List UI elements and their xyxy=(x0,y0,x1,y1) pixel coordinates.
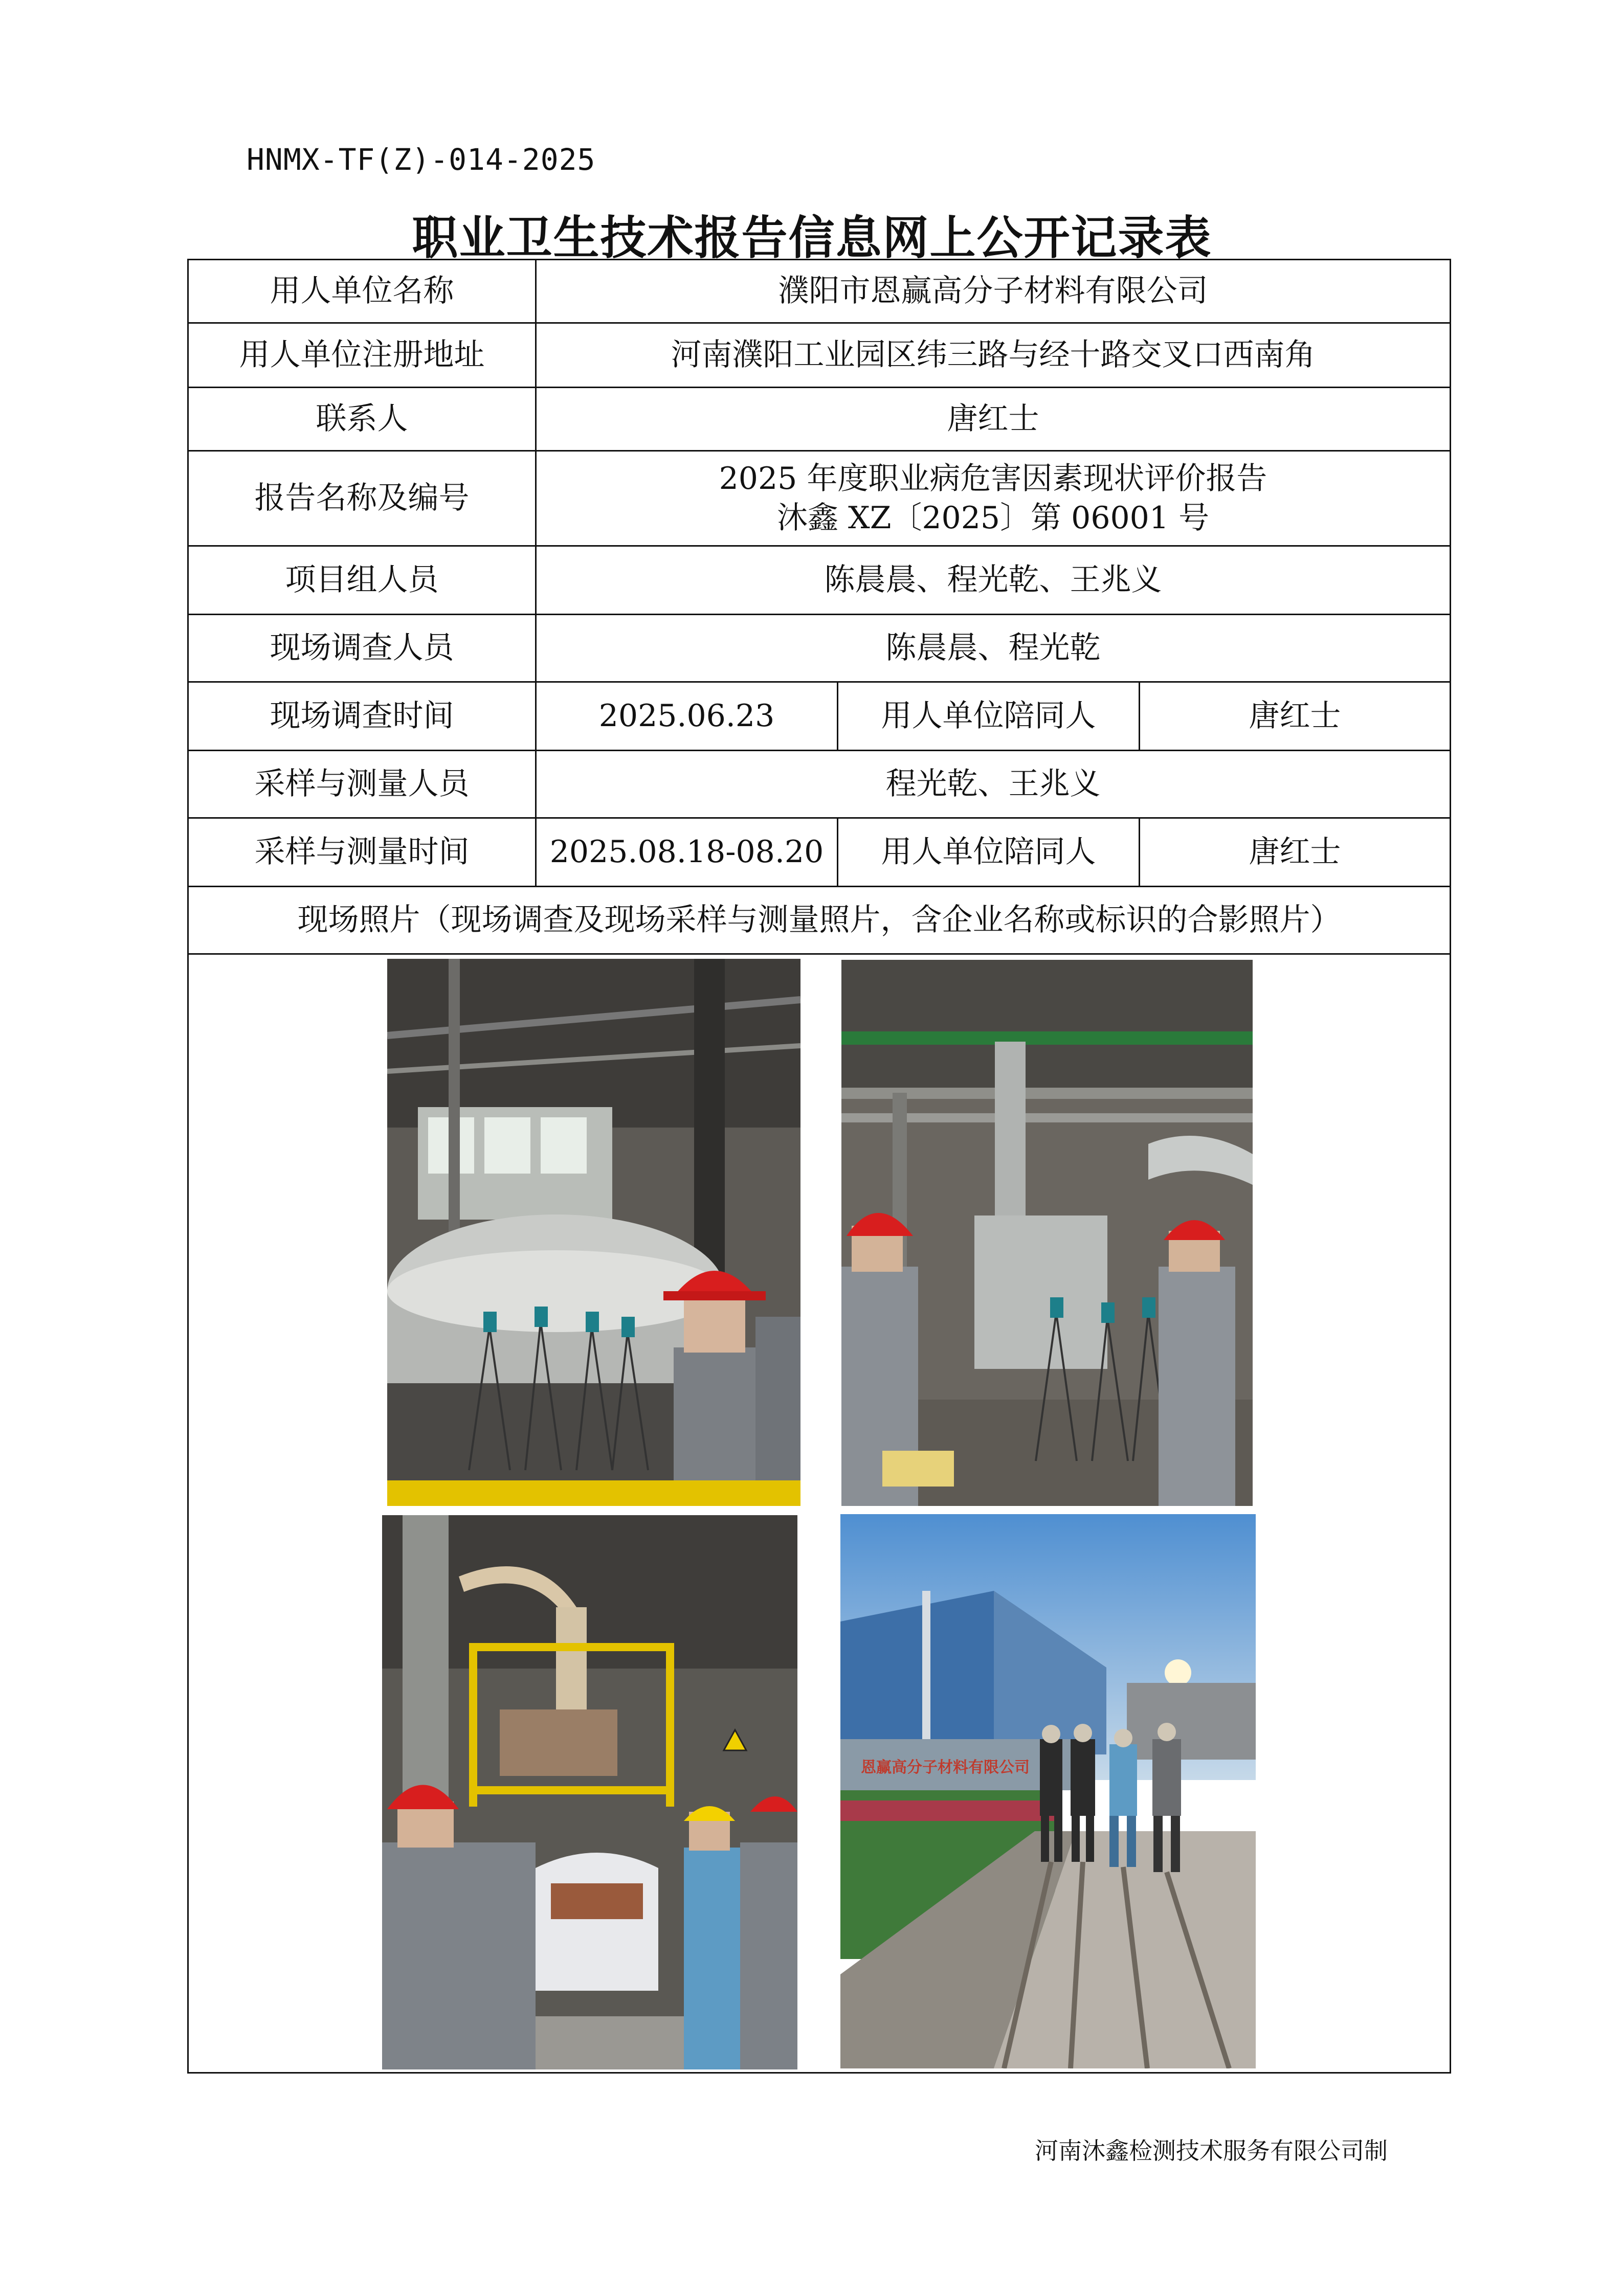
company-gate-group-photo xyxy=(840,1514,1256,2068)
team-value: 陈晨晨、程光乾、王兆义 xyxy=(536,546,1451,615)
survey-companion-value: 唐红士 xyxy=(1140,682,1451,751)
report-name: 2025 年度职业病危害因素现状评价报告 xyxy=(719,460,1267,497)
report-value xyxy=(536,451,1451,546)
table-row xyxy=(188,615,1451,682)
survey-time-label: 现场调查时间 xyxy=(188,682,536,751)
photos-cell xyxy=(188,954,1451,2073)
employer-name-label: 用人单位名称 xyxy=(188,260,536,323)
table-row xyxy=(188,682,1451,751)
document-code: HNMX-TF(Z)-014-2025 xyxy=(247,142,596,177)
footer-issuer: 河南沐鑫检测技术服务有限公司制 xyxy=(1035,2137,1388,2165)
table-row xyxy=(188,751,1451,818)
company-sign: 恩赢高分子材料有限公司 xyxy=(861,1759,1030,1776)
table-row xyxy=(188,323,1451,388)
photos-header: 现场照片（现场调查及现场采样与测量照片，含企业名称或标识的合影照片） xyxy=(188,887,1451,954)
table-row xyxy=(188,954,1451,2073)
address-label: 用人单位注册地址 xyxy=(188,323,536,388)
table-row xyxy=(188,887,1451,954)
contact-value: 唐红士 xyxy=(536,388,1451,451)
sampling-time-label: 采样与测量时间 xyxy=(188,818,536,887)
table-row xyxy=(188,546,1451,615)
survey-staff-value: 陈晨晨、程光乾 xyxy=(536,615,1451,682)
sampling-time-value: 2025.08.18-08.20 xyxy=(536,818,838,887)
sampling-staff-value: 程光乾、王兆义 xyxy=(536,751,1451,818)
table-row xyxy=(188,451,1451,546)
table-row xyxy=(188,260,1451,323)
survey-staff-label: 现场调查人员 xyxy=(188,615,536,682)
sampling-staff-label: 采样与测量人员 xyxy=(188,751,536,818)
team-label: 项目组人员 xyxy=(188,546,536,615)
report-number: 沐鑫 XZ〔2025〕第 06001 号 xyxy=(776,500,1210,536)
sampling-companion-label: 用人单位陪同人 xyxy=(838,818,1140,887)
survey-time-value: 2025.06.23 xyxy=(536,682,838,751)
page-title: 职业卫生技术报告信息网上公开记录表 xyxy=(412,211,1212,265)
address-value: 河南濮阳工业园区纬三路与经十路交叉口西南角 xyxy=(536,323,1451,388)
table-row xyxy=(188,388,1451,451)
bagging-area-sampling-photo xyxy=(382,1515,797,2069)
pipe-area-sampling-photo xyxy=(841,960,1253,1506)
table-row xyxy=(188,818,1451,887)
sampling-companion-value: 唐红士 xyxy=(1140,818,1451,887)
report-label: 报告名称及编号 xyxy=(188,451,536,546)
record-table xyxy=(187,259,1451,2074)
employer-name-value: 濮阳市恩赢高分子材料有限公司 xyxy=(536,260,1451,323)
reactor-area-sampling-photo xyxy=(387,959,800,1506)
contact-label: 联系人 xyxy=(188,388,536,451)
survey-companion-label: 用人单位陪同人 xyxy=(838,682,1140,751)
